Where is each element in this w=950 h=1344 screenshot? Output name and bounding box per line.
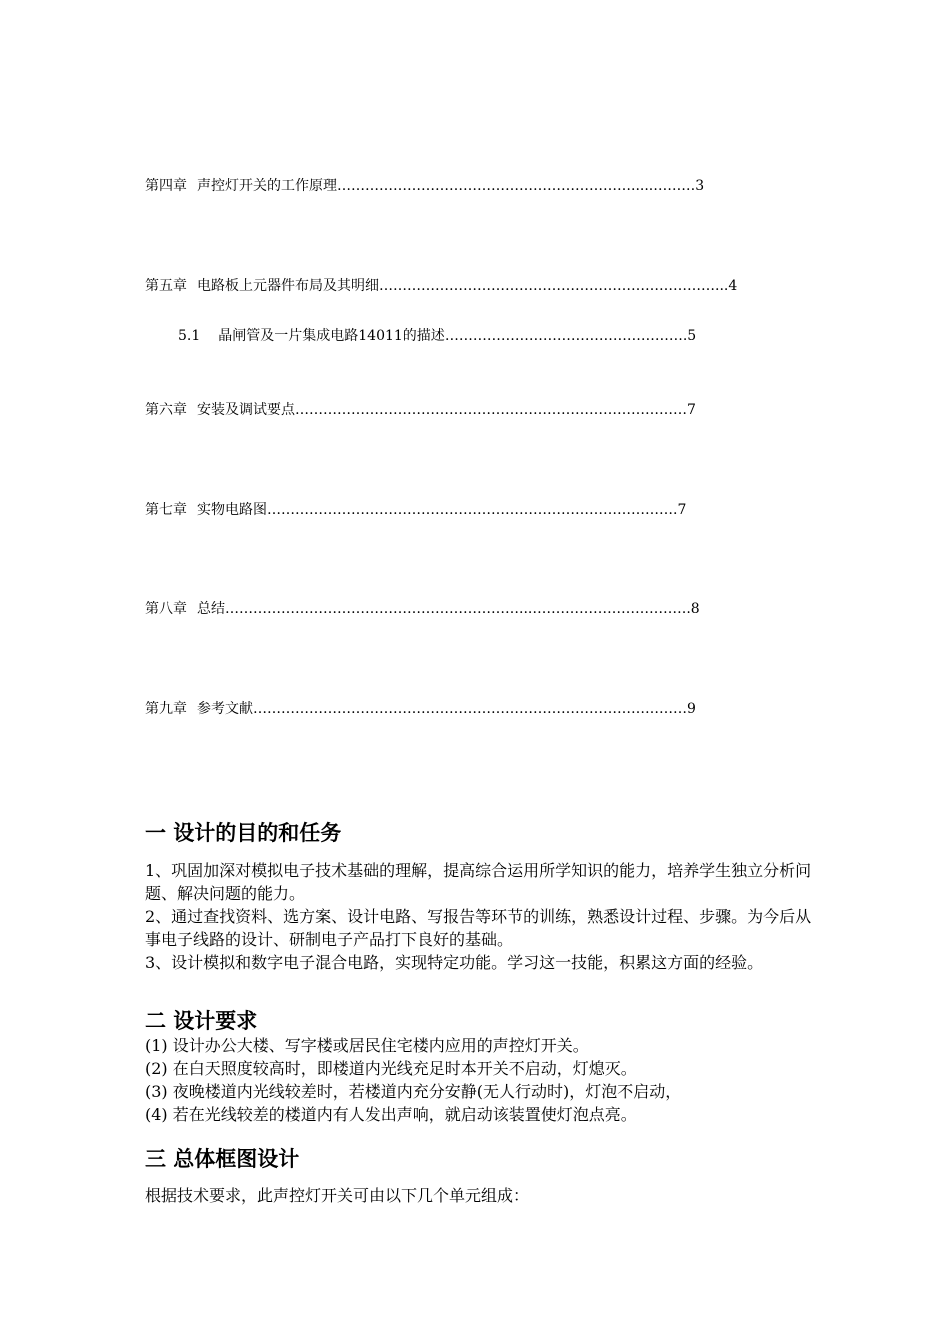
toc-leader-dots: …………………………………………… bbox=[444, 328, 683, 344]
toc-entry-title: 安装及调试要点 bbox=[197, 402, 295, 418]
toc-entry-title: 晶闸管及一片集成电路14011的描述 bbox=[218, 328, 445, 344]
toc-section-number: 5.1 bbox=[178, 328, 201, 344]
toc-entry-title: 电路板上元器件布局及其明细 bbox=[197, 278, 379, 294]
toc-page-number: ...4 bbox=[715, 278, 738, 294]
toc-page-number: 7 bbox=[687, 402, 696, 418]
paragraph: 2、通过查找资料、选方案、设计电路、写报告等环节的训练，熟悉设计过程、步骤。为今后从事电子线路的设计、研制电子产品打下良好的基础。 bbox=[145, 907, 812, 949]
toc-entry-ch7[interactable] bbox=[145, 501, 686, 519]
toc-chapter-label: 第五章 bbox=[145, 278, 187, 294]
toc-page-number: .8 bbox=[686, 601, 700, 617]
toc-entry-ch6[interactable] bbox=[145, 401, 696, 419]
toc-chapter-label: 第七章 bbox=[145, 502, 187, 518]
list-item: (2) 在白天照度较高时，即楼道内光线充足时本开关不启动，灯熄灭。 bbox=[145, 1059, 637, 1078]
toc-entry-ch5[interactable] bbox=[145, 277, 737, 295]
list-item: (1) 设计办公大楼、写字楼或居民住宅楼内应用的声控灯开关。 bbox=[145, 1036, 589, 1055]
toc-page-number: 3 bbox=[695, 178, 705, 194]
section-block-diagram-intro: 根据技术要求，此声控灯开关可由以下几个单元组成： bbox=[145, 1186, 530, 1205]
toc-entry-ch8[interactable] bbox=[145, 600, 700, 618]
toc-leader-dots: ………………………………………………………………………… bbox=[295, 402, 687, 418]
toc-leader-dots: …………………………………………………………………………… bbox=[267, 502, 673, 518]
section-heading-purpose: 一 设计的目的和任务 bbox=[145, 821, 342, 845]
toc-entry-title: 声控灯开关的工作原理 bbox=[197, 178, 337, 194]
paragraph: 1、巩固加深对模拟电子技术基础的理解，提高综合运用所学知识的能力，培养学生独立分析问题、解决问题的能力。 bbox=[145, 861, 812, 903]
toc-entry-5-1[interactable] bbox=[178, 327, 696, 345]
list-item: (3) 夜晚楼道内光线较差时，若楼道内充分安静(无人行动时)，灯泡不启动， bbox=[145, 1082, 682, 1101]
toc-leader-dots: ………………………………………………………...…………………………… bbox=[225, 601, 687, 617]
toc-entry-ch9[interactable] bbox=[145, 700, 696, 718]
toc-leader-dots: ……………………………………………………….....……… bbox=[337, 178, 696, 194]
toc-leader-dots: ……………………………………………………………… bbox=[379, 278, 715, 294]
toc-chapter-label: 第四章 bbox=[145, 178, 187, 194]
toc-chapter-label: 第九章 bbox=[145, 701, 187, 717]
toc-entry-title: 实物电路图 bbox=[197, 502, 267, 518]
toc-chapter-label: 第六章 bbox=[145, 402, 187, 418]
list-item: (4) 若在光线较差的楼道内有人发出声响，就启动该装置使灯泡点亮。 bbox=[145, 1105, 637, 1124]
section-heading-block-diagram: 三 总体框图设计 bbox=[145, 1147, 300, 1171]
toc-page-number: .7 bbox=[673, 502, 687, 518]
toc-chapter-label: 第八章 bbox=[145, 601, 187, 617]
section-heading-requirements: 二 设计要求 bbox=[145, 1009, 258, 1033]
toc-entry-title: 参考文献 bbox=[197, 701, 253, 717]
toc-leader-dots: ………………………………………………………………………………… bbox=[253, 701, 687, 717]
toc-entry-title: 总结 bbox=[197, 601, 225, 617]
section-requirements-list bbox=[145, 1034, 815, 1126]
toc-page-number: 9 bbox=[687, 701, 696, 717]
toc-page-number: .5 bbox=[682, 328, 697, 344]
section-purpose-body bbox=[145, 859, 815, 974]
paragraph: 3、设计模拟和数字电子混合电路，实现特定功能。学习这一技能，积累这方面的经验。 bbox=[145, 953, 764, 972]
toc-entry-ch4[interactable] bbox=[145, 177, 704, 195]
